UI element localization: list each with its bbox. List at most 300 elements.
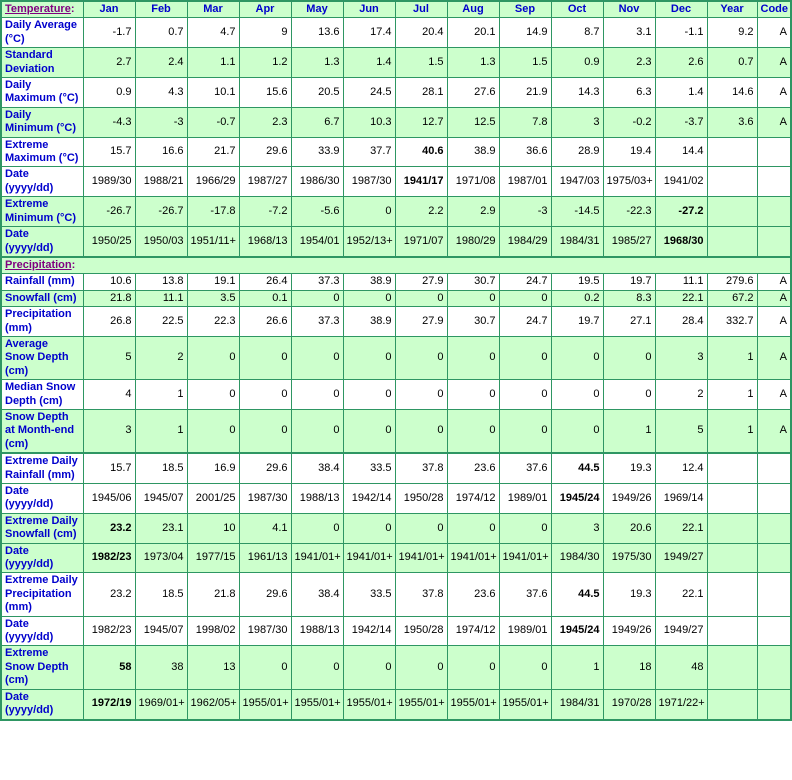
value-cell: 1984/30 xyxy=(551,543,603,573)
value-cell: 17.4 xyxy=(343,18,395,48)
value-cell: 30.7 xyxy=(447,274,499,290)
value-cell: 1941/02 xyxy=(655,167,707,197)
value-cell: -0.2 xyxy=(603,107,655,137)
value-cell: 2.2 xyxy=(395,197,447,227)
value-cell: 21.7 xyxy=(187,137,239,167)
value-cell: 28.1 xyxy=(395,78,447,108)
value-cell: 1949/27 xyxy=(655,543,707,573)
value-cell: 1950/25 xyxy=(83,227,135,257)
temperature-section-link[interactable]: Temperature xyxy=(5,3,71,15)
value-cell: 0 xyxy=(343,409,395,453)
value-cell: 12.7 xyxy=(395,107,447,137)
value-cell: 1998/02 xyxy=(187,616,239,646)
value-cell: 29.6 xyxy=(239,573,291,616)
value-cell: 21.8 xyxy=(187,573,239,616)
value-cell: 2.6 xyxy=(655,48,707,78)
year-value-cell xyxy=(707,689,757,719)
value-cell: 37.6 xyxy=(499,573,551,616)
code-value-cell xyxy=(757,616,791,646)
code-value-cell xyxy=(757,197,791,227)
row-label: Snowfall (cm) xyxy=(1,290,83,306)
code-value-cell: A xyxy=(757,107,791,137)
year-value-cell xyxy=(707,513,757,543)
value-cell: -5.6 xyxy=(291,197,343,227)
value-cell: 5 xyxy=(655,409,707,453)
value-cell: 0 xyxy=(395,646,447,689)
value-cell: 6.3 xyxy=(603,78,655,108)
value-cell: 1977/15 xyxy=(187,543,239,573)
value-cell: 1974/12 xyxy=(447,616,499,646)
table-row xyxy=(1,573,791,616)
value-cell: 1.2 xyxy=(239,48,291,78)
value-cell: 8.3 xyxy=(603,290,655,306)
value-cell: 1985/27 xyxy=(603,227,655,257)
row-label: Date (yyyy/dd) xyxy=(1,167,83,197)
year-value-cell: 1 xyxy=(707,336,757,379)
value-cell: 40.6 xyxy=(395,137,447,167)
value-cell: 1989/30 xyxy=(83,167,135,197)
code-value-cell: A xyxy=(757,48,791,78)
value-cell: 2.9 xyxy=(447,197,499,227)
value-cell: 19.7 xyxy=(603,274,655,290)
value-cell: 0 xyxy=(499,290,551,306)
value-cell: 0 xyxy=(291,290,343,306)
value-cell: 1971/08 xyxy=(447,167,499,197)
value-cell: 15.7 xyxy=(83,137,135,167)
value-cell: 1961/13 xyxy=(239,543,291,573)
value-cell: 0 xyxy=(447,380,499,410)
value-cell: 1986/30 xyxy=(291,167,343,197)
value-cell: 1941/17 xyxy=(395,167,447,197)
value-cell: 23.6 xyxy=(447,453,499,483)
value-cell: 3.1 xyxy=(603,18,655,48)
value-cell: 0 xyxy=(499,336,551,379)
value-cell: 1949/27 xyxy=(655,616,707,646)
value-cell: 38.9 xyxy=(343,274,395,290)
value-cell: 5 xyxy=(83,336,135,379)
year-value-cell xyxy=(707,453,757,483)
value-cell: -27.2 xyxy=(655,197,707,227)
value-cell: 18 xyxy=(603,646,655,689)
temperature-section-header xyxy=(1,1,83,18)
year-value-cell: 1 xyxy=(707,380,757,410)
value-cell: 21.9 xyxy=(499,78,551,108)
value-cell: 29.6 xyxy=(239,137,291,167)
value-cell: 1973/04 xyxy=(135,543,187,573)
value-cell: 0 xyxy=(291,336,343,379)
code-value-cell: A xyxy=(757,274,791,290)
table-row xyxy=(1,616,791,646)
year-value-cell: 332.7 xyxy=(707,307,757,337)
value-cell: 4.1 xyxy=(239,513,291,543)
value-cell: 1984/31 xyxy=(551,689,603,719)
code-value-cell xyxy=(757,484,791,514)
value-cell: 0 xyxy=(499,646,551,689)
value-cell: 1987/30 xyxy=(343,167,395,197)
value-cell: 20.5 xyxy=(291,78,343,108)
value-cell: 1.4 xyxy=(655,78,707,108)
value-cell: 38.4 xyxy=(291,573,343,616)
value-cell: 1 xyxy=(551,646,603,689)
table-row xyxy=(1,227,791,257)
value-cell: 15.6 xyxy=(239,78,291,108)
year-value-cell: 1 xyxy=(707,409,757,453)
value-cell: -3.7 xyxy=(655,107,707,137)
precipitation-section-link[interactable]: Precipitation xyxy=(5,258,72,271)
table-row xyxy=(1,274,791,290)
value-cell: 1941/01+ xyxy=(447,543,499,573)
column-header-feb: Feb xyxy=(135,1,187,18)
value-cell: 0 xyxy=(447,290,499,306)
value-cell: 0 xyxy=(395,336,447,379)
column-header-aug: Aug xyxy=(447,1,499,18)
value-cell: 0 xyxy=(551,380,603,410)
column-header-may: May xyxy=(291,1,343,18)
value-cell: 0 xyxy=(499,513,551,543)
value-cell: 2 xyxy=(655,380,707,410)
table-row xyxy=(1,453,791,483)
row-label: Extreme Maximum (°C) xyxy=(1,137,83,167)
value-cell: 0.2 xyxy=(551,290,603,306)
value-cell: 0 xyxy=(447,513,499,543)
table-row xyxy=(1,197,791,227)
value-cell: 21.8 xyxy=(83,290,135,306)
year-value-cell: 3.6 xyxy=(707,107,757,137)
value-cell: 0 xyxy=(603,380,655,410)
value-cell: 37.8 xyxy=(395,573,447,616)
value-cell: 19.5 xyxy=(551,274,603,290)
value-cell: 1955/01+ xyxy=(239,689,291,719)
value-cell: 8.7 xyxy=(551,18,603,48)
value-cell: 0 xyxy=(551,336,603,379)
value-cell: 4.7 xyxy=(187,18,239,48)
value-cell: 14.4 xyxy=(655,137,707,167)
value-cell: 23.2 xyxy=(83,513,135,543)
row-label: Daily Maximum (°C) xyxy=(1,78,83,108)
table-row xyxy=(1,167,791,197)
value-cell: 1941/01+ xyxy=(291,543,343,573)
value-cell: 1950/28 xyxy=(395,484,447,514)
value-cell: 1984/29 xyxy=(499,227,551,257)
year-value-cell xyxy=(707,167,757,197)
value-cell: 9 xyxy=(239,18,291,48)
value-cell: 0 xyxy=(239,336,291,379)
value-cell: 0 xyxy=(395,409,447,453)
value-cell: 38.4 xyxy=(291,453,343,483)
value-cell: 26.4 xyxy=(239,274,291,290)
precipitation-section-colon: : xyxy=(71,258,76,271)
value-cell: 2.4 xyxy=(135,48,187,78)
value-cell: 0 xyxy=(343,336,395,379)
table-row xyxy=(1,689,791,719)
value-cell: 22.1 xyxy=(655,513,707,543)
value-cell: 19.4 xyxy=(603,137,655,167)
value-cell: 19.7 xyxy=(551,307,603,337)
year-value-cell xyxy=(707,197,757,227)
code-value-cell xyxy=(757,227,791,257)
value-cell: -26.7 xyxy=(135,197,187,227)
value-cell: 1968/30 xyxy=(655,227,707,257)
value-cell: 1971/22+ xyxy=(655,689,707,719)
value-cell: 0 xyxy=(395,513,447,543)
value-cell: 0 xyxy=(395,380,447,410)
year-value-cell: 67.2 xyxy=(707,290,757,306)
value-cell: 33.5 xyxy=(343,453,395,483)
value-cell: 37.6 xyxy=(499,453,551,483)
value-cell: 1988/21 xyxy=(135,167,187,197)
column-header-oct: Oct xyxy=(551,1,603,18)
value-cell: 23.6 xyxy=(447,573,499,616)
year-value-cell xyxy=(707,616,757,646)
value-cell: 2.3 xyxy=(239,107,291,137)
table-header-row xyxy=(1,1,791,18)
value-cell: 27.9 xyxy=(395,274,447,290)
value-cell: 0 xyxy=(187,336,239,379)
table-row xyxy=(1,18,791,48)
value-cell: 2 xyxy=(135,336,187,379)
value-cell: 23.1 xyxy=(135,513,187,543)
row-label: Rainfall (mm) xyxy=(1,274,83,290)
value-cell: 22.5 xyxy=(135,307,187,337)
value-cell: 1945/24 xyxy=(551,616,603,646)
year-value-cell: 9.2 xyxy=(707,18,757,48)
value-cell: 1980/29 xyxy=(447,227,499,257)
precipitation-section-cell xyxy=(1,257,791,274)
value-cell: -26.7 xyxy=(83,197,135,227)
value-cell: 1989/01 xyxy=(499,616,551,646)
year-value-cell xyxy=(707,484,757,514)
value-cell: 33.9 xyxy=(291,137,343,167)
column-header-nov: Nov xyxy=(603,1,655,18)
value-cell: 33.5 xyxy=(343,573,395,616)
value-cell: 27.1 xyxy=(603,307,655,337)
value-cell: 27.6 xyxy=(447,78,499,108)
value-cell: 0 xyxy=(343,290,395,306)
value-cell: 0.9 xyxy=(83,78,135,108)
value-cell: -1.1 xyxy=(655,18,707,48)
value-cell: 2001/25 xyxy=(187,484,239,514)
row-label: Standard Deviation xyxy=(1,48,83,78)
value-cell: 1988/13 xyxy=(291,616,343,646)
value-cell: 1955/01+ xyxy=(291,689,343,719)
value-cell: 0 xyxy=(239,409,291,453)
value-cell: 1942/14 xyxy=(343,616,395,646)
value-cell: 0 xyxy=(343,197,395,227)
column-header-dec: Dec xyxy=(655,1,707,18)
value-cell: 1984/31 xyxy=(551,227,603,257)
value-cell: 1.3 xyxy=(291,48,343,78)
table-body xyxy=(1,18,791,720)
value-cell: 1987/30 xyxy=(239,616,291,646)
table-row xyxy=(1,336,791,379)
value-cell: 37.3 xyxy=(291,274,343,290)
value-cell: 0.1 xyxy=(239,290,291,306)
value-cell: 44.5 xyxy=(551,453,603,483)
value-cell: 0 xyxy=(239,380,291,410)
value-cell: -3 xyxy=(135,107,187,137)
code-value-cell: A xyxy=(757,78,791,108)
value-cell: 0 xyxy=(499,409,551,453)
table-row xyxy=(1,307,791,337)
value-cell: 28.9 xyxy=(551,137,603,167)
value-cell: 13.8 xyxy=(135,274,187,290)
value-cell: 1.4 xyxy=(343,48,395,78)
value-cell: 1945/24 xyxy=(551,484,603,514)
value-cell: 18.5 xyxy=(135,453,187,483)
value-cell: -14.5 xyxy=(551,197,603,227)
value-cell: -17.8 xyxy=(187,197,239,227)
value-cell: 1949/26 xyxy=(603,484,655,514)
code-value-cell: A xyxy=(757,336,791,379)
value-cell: 0 xyxy=(239,646,291,689)
year-value-cell xyxy=(707,137,757,167)
value-cell: 16.9 xyxy=(187,453,239,483)
code-value-cell xyxy=(757,513,791,543)
value-cell: 1950/28 xyxy=(395,616,447,646)
value-cell: 1941/01+ xyxy=(343,543,395,573)
value-cell: 1.3 xyxy=(447,48,499,78)
value-cell: -4.3 xyxy=(83,107,135,137)
value-cell: 22.1 xyxy=(655,573,707,616)
value-cell: 7.8 xyxy=(499,107,551,137)
value-cell: 44.5 xyxy=(551,573,603,616)
column-header-jan: Jan xyxy=(83,1,135,18)
value-cell: 38.9 xyxy=(447,137,499,167)
value-cell: 1969/01+ xyxy=(135,689,187,719)
value-cell: 37.3 xyxy=(291,307,343,337)
value-cell: 29.6 xyxy=(239,453,291,483)
year-value-cell: 14.6 xyxy=(707,78,757,108)
value-cell: -22.3 xyxy=(603,197,655,227)
value-cell: 58 xyxy=(83,646,135,689)
value-cell: 6.7 xyxy=(291,107,343,137)
code-value-cell: A xyxy=(757,307,791,337)
table-row xyxy=(1,380,791,410)
value-cell: 10 xyxy=(187,513,239,543)
table-row xyxy=(1,409,791,453)
code-value-cell: A xyxy=(757,290,791,306)
row-label: Date (yyyy/dd) xyxy=(1,484,83,514)
column-header-code: Code xyxy=(757,1,791,18)
year-value-cell xyxy=(707,573,757,616)
value-cell: 20.6 xyxy=(603,513,655,543)
value-cell: 1941/01+ xyxy=(395,543,447,573)
value-cell: 14.9 xyxy=(499,18,551,48)
value-cell: 0 xyxy=(343,380,395,410)
value-cell: 1945/07 xyxy=(135,484,187,514)
value-cell: 1987/30 xyxy=(239,484,291,514)
value-cell: 1949/26 xyxy=(603,616,655,646)
code-value-cell xyxy=(757,646,791,689)
row-label: Extreme Minimum (°C) xyxy=(1,197,83,227)
row-label: Extreme Daily Rainfall (mm) xyxy=(1,453,83,483)
value-cell: 1941/01+ xyxy=(499,543,551,573)
value-cell: 4 xyxy=(83,380,135,410)
value-cell: 12.5 xyxy=(447,107,499,137)
row-label: Snow Depth at Month-end (cm) xyxy=(1,409,83,453)
code-value-cell xyxy=(757,453,791,483)
value-cell: 37.8 xyxy=(395,453,447,483)
value-cell: 1 xyxy=(135,409,187,453)
value-cell: 1.5 xyxy=(395,48,447,78)
value-cell: 1951/11+ xyxy=(187,227,239,257)
value-cell: 0 xyxy=(343,513,395,543)
value-cell: 37.7 xyxy=(343,137,395,167)
value-cell: 1955/01+ xyxy=(395,689,447,719)
value-cell: 26.6 xyxy=(239,307,291,337)
value-cell: 3 xyxy=(551,513,603,543)
column-header-apr: Apr xyxy=(239,1,291,18)
value-cell: 27.9 xyxy=(395,307,447,337)
value-cell: 0.7 xyxy=(135,18,187,48)
value-cell: 26.8 xyxy=(83,307,135,337)
value-cell: 1942/14 xyxy=(343,484,395,514)
temperature-section-colon: : xyxy=(70,3,75,15)
value-cell: 1947/03 xyxy=(551,167,603,197)
value-cell: 38.9 xyxy=(343,307,395,337)
value-cell: 0 xyxy=(291,409,343,453)
row-label: Extreme Daily Snowfall (cm) xyxy=(1,513,83,543)
value-cell: 1975/03+ xyxy=(603,167,655,197)
value-cell: 4.3 xyxy=(135,78,187,108)
value-cell: 1950/03 xyxy=(135,227,187,257)
code-value-cell: A xyxy=(757,18,791,48)
table-row xyxy=(1,107,791,137)
table-row xyxy=(1,646,791,689)
value-cell: 13.6 xyxy=(291,18,343,48)
value-cell: 3.5 xyxy=(187,290,239,306)
table-row xyxy=(1,513,791,543)
table-row xyxy=(1,48,791,78)
value-cell: 1989/01 xyxy=(499,484,551,514)
year-value-cell xyxy=(707,543,757,573)
value-cell: 0 xyxy=(447,646,499,689)
value-cell: 36.6 xyxy=(499,137,551,167)
value-cell: 1970/28 xyxy=(603,689,655,719)
value-cell: 1945/06 xyxy=(83,484,135,514)
value-cell: 1972/19 xyxy=(83,689,135,719)
code-value-cell: A xyxy=(757,409,791,453)
value-cell: 1 xyxy=(135,380,187,410)
row-label: Date (yyyy/dd) xyxy=(1,227,83,257)
value-cell: 24.7 xyxy=(499,307,551,337)
value-cell: 1975/30 xyxy=(603,543,655,573)
value-cell: 24.5 xyxy=(343,78,395,108)
value-cell: 12.4 xyxy=(655,453,707,483)
row-label: Average Snow Depth (cm) xyxy=(1,336,83,379)
value-cell: 0 xyxy=(291,513,343,543)
value-cell: 10.6 xyxy=(83,274,135,290)
value-cell: 11.1 xyxy=(655,274,707,290)
row-label: Extreme Daily Precipitation (mm) xyxy=(1,573,83,616)
value-cell: 20.1 xyxy=(447,18,499,48)
value-cell: 2.3 xyxy=(603,48,655,78)
row-label: Date (yyyy/dd) xyxy=(1,689,83,719)
value-cell: 1952/13+ xyxy=(343,227,395,257)
column-header-sep: Sep xyxy=(499,1,551,18)
value-cell: 1.1 xyxy=(187,48,239,78)
column-header-mar: Mar xyxy=(187,1,239,18)
value-cell: 19.3 xyxy=(603,573,655,616)
value-cell: 16.6 xyxy=(135,137,187,167)
value-cell: 1.5 xyxy=(499,48,551,78)
code-value-cell xyxy=(757,689,791,719)
value-cell: 0 xyxy=(187,409,239,453)
value-cell: 22.1 xyxy=(655,290,707,306)
table-row xyxy=(1,290,791,306)
value-cell: 0 xyxy=(343,646,395,689)
year-value-cell xyxy=(707,227,757,257)
